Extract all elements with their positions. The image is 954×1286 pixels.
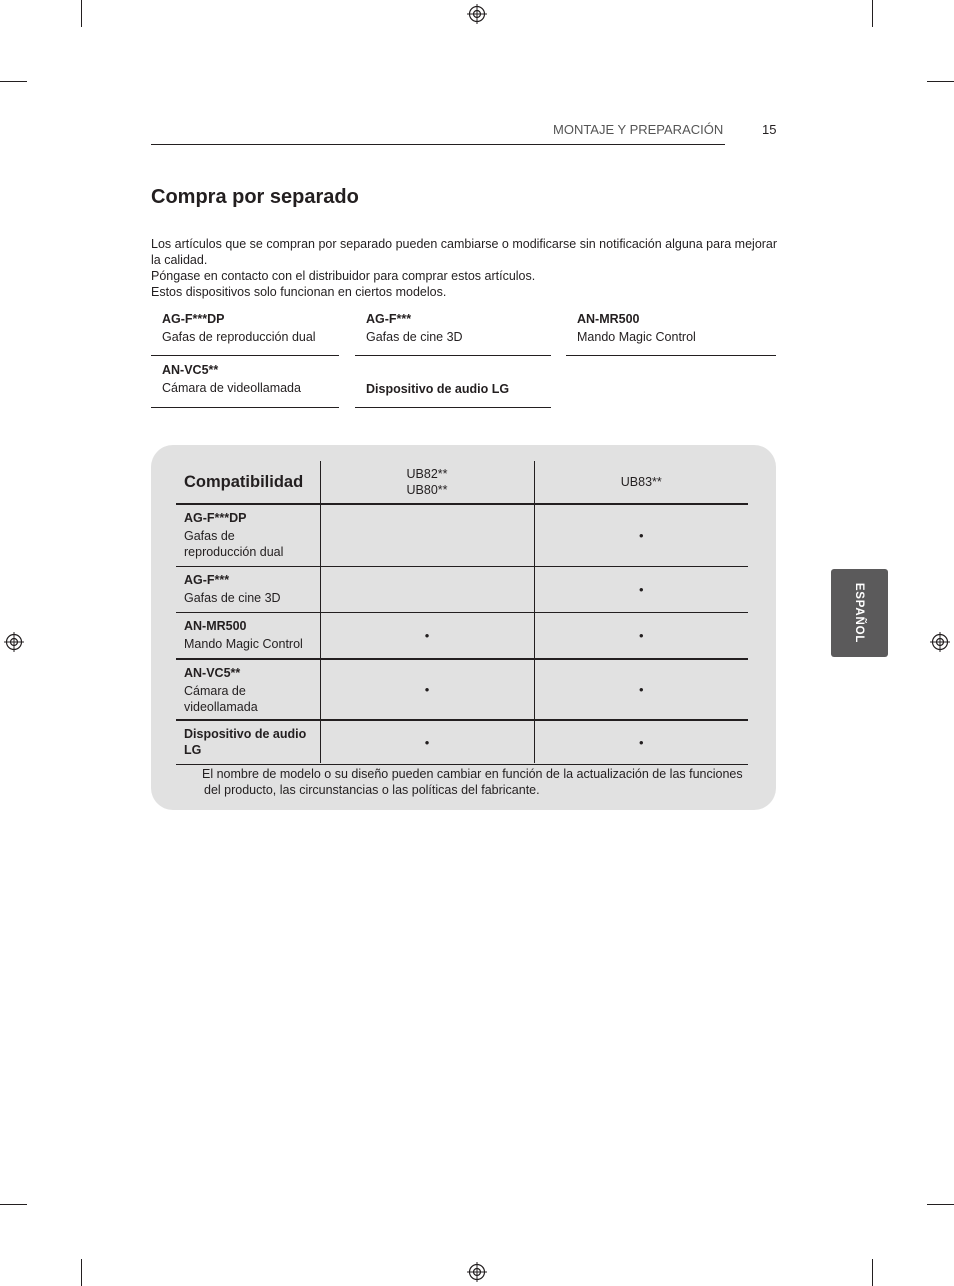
accessory-item — [151, 362, 339, 408]
accessory-item — [355, 311, 551, 356]
accessory-item — [566, 311, 776, 356]
compat-cell: • — [534, 659, 748, 720]
registration-mark-icon — [930, 632, 950, 652]
accessory-item — [151, 311, 339, 356]
note-line: El nombre de modelo o su diseño pueden cambiar en función de la actualización de las funciones — [202, 767, 743, 781]
compat-cell: • — [320, 659, 534, 720]
accessory-cell — [176, 659, 320, 720]
accessory-code — [184, 726, 320, 758]
accessory-cell — [176, 720, 320, 763]
model-name: UB82** — [406, 467, 448, 481]
compatibility-table — [176, 461, 748, 763]
compat-cell: • — [320, 720, 534, 763]
accessory-code: AN-MR500 — [184, 619, 247, 634]
compatibility-note — [202, 766, 776, 798]
header-section-title: MONTAJE Y PREPARACIÓN — [553, 122, 724, 137]
intro-paragraph: Los artículos que se compran por separado pueden cambiarse o modificarse sin notificación alguna para mejorar la calidad. — [151, 237, 778, 267]
accessory-code: AN-VC5** — [162, 363, 219, 377]
description-line: Gafas de — [184, 529, 235, 544]
model-name: UB80** — [406, 483, 448, 497]
accessory-description — [184, 683, 320, 715]
crop-mark — [0, 81, 27, 82]
header-divider — [151, 144, 725, 145]
accessory-code: AN-MR500 — [577, 312, 640, 326]
accessory-code: Dispositivo de audio LG — [366, 382, 510, 396]
accessory-code: AG-F***DP — [184, 511, 247, 526]
accessory-cell — [176, 504, 320, 566]
accessory-code: AG-F***DP — [162, 312, 225, 326]
description-line: reproducción dual — [184, 545, 284, 560]
accessory-code: AN-VC5** — [184, 665, 241, 680]
accessory-description: Mando Magic Control — [184, 637, 303, 652]
registration-mark-icon — [467, 4, 487, 24]
intro-text — [151, 236, 781, 300]
compat-cell: • — [638, 734, 644, 750]
table-bottom-rule — [176, 764, 748, 765]
registration-mark-icon — [467, 1262, 487, 1282]
intro-paragraph: Póngase en contacto con el distribuidor para comprar estos artículos. — [151, 269, 536, 283]
description-line: Cámara de — [184, 683, 246, 698]
model-column-header — [320, 461, 534, 504]
compat-cell: • — [534, 566, 748, 612]
accessory-code: AG-F*** — [184, 573, 230, 587]
table-header-row — [176, 461, 748, 504]
table-row — [176, 504, 748, 566]
accessory-code: AG-F*** — [366, 312, 412, 326]
compat-cell: • — [320, 612, 534, 659]
accessory-description: Gafas de reproducción dual — [162, 330, 316, 344]
table-row — [176, 720, 748, 763]
model-column-header: UB83** — [534, 461, 748, 504]
accessory-description: Gafas de cine 3D — [184, 591, 281, 605]
compat-cell: • — [534, 612, 748, 659]
accessory-description: Gafas de cine 3D — [366, 330, 463, 344]
table-row — [176, 566, 748, 612]
crop-mark — [927, 81, 954, 82]
accessory-item — [355, 362, 551, 408]
compat-cell: • — [534, 504, 748, 566]
table-row — [176, 612, 748, 659]
accessory-description: Cámara de videollamada — [162, 381, 301, 395]
table-row — [176, 659, 748, 720]
crop-mark — [81, 1259, 82, 1286]
crop-mark — [872, 1259, 873, 1286]
description-line: videollamada — [184, 699, 258, 714]
compat-cell — [320, 504, 534, 566]
language-tab-label-wrap — [831, 569, 888, 657]
page-number: 15 — [762, 122, 777, 137]
language-tab-label: ESPAÑOL — [853, 582, 866, 644]
code-line: Dispositivo de audio — [184, 727, 307, 741]
accessory-cell — [176, 566, 320, 612]
compatibility-title: Compatibilidad — [176, 461, 320, 504]
code-line: LG — [184, 743, 202, 757]
crop-mark — [0, 1204, 27, 1205]
registration-mark-icon — [4, 632, 24, 652]
accessory-description: Mando Magic Control — [577, 330, 696, 344]
crop-mark — [927, 1204, 954, 1205]
note-line: del producto, las circunstancias o las políticas del fabricante. — [204, 783, 540, 797]
crop-mark — [872, 0, 873, 27]
accessory-description — [184, 528, 320, 560]
page-title: Compra por separado — [151, 186, 359, 208]
crop-mark — [81, 0, 82, 27]
compat-cell — [320, 566, 534, 612]
intro-paragraph: Estos dispositivos solo funcionan en ciertos modelos. — [151, 285, 447, 299]
accessory-cell — [176, 612, 320, 659]
